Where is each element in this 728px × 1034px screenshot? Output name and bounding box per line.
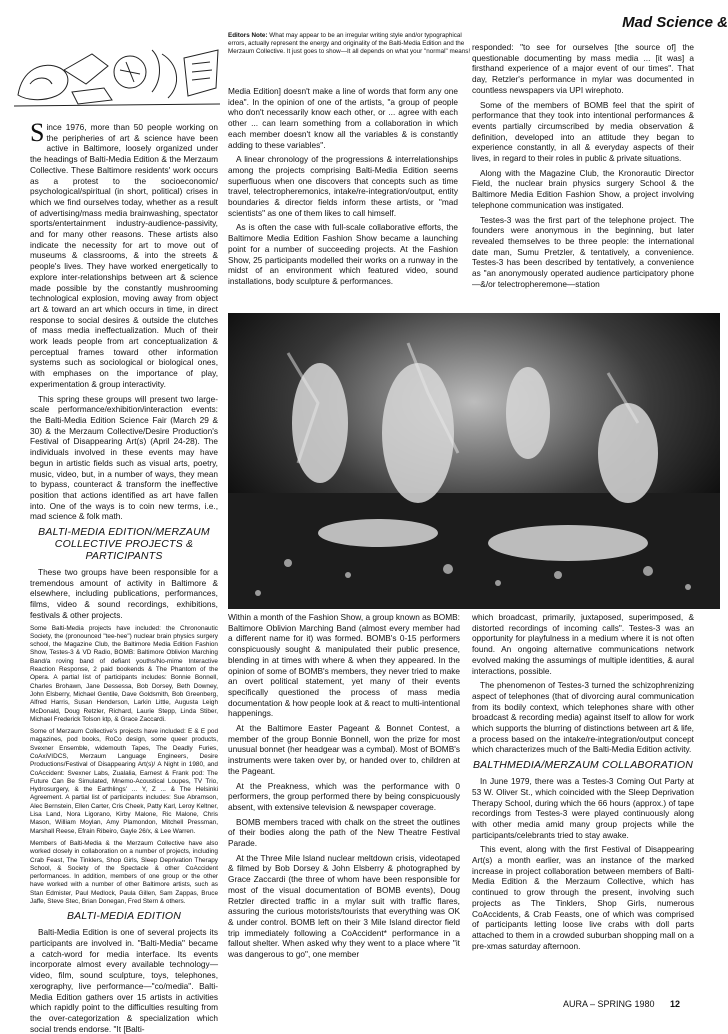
intro-paragraph: Since 1976, more than 50 people working on the peripheries of art & science have been active in Baltimore, loosely organized under the headings of Balti-Media Edition & the Merzaum Collective. These Baltimore residents' work occurs as a protest to the socioeconomic/ psychological/spiritual (in short, political) crises in which we find ourselves today, whether as a result of advertising/mass media brainwashing, spectator sports/entertainment industry-audience-passivity, and for many other reasons. These artists also indicate the necessity for art to move out of museums & classrooms, & into the streets & people's lives. They have worked energetically to explore inter-relationships between art & science made possible by the constantly mushrooming technological explosion, moving away from object art & toward an art which occurs in time, in direct response to social desires & outside the clutches of mass media ineffectualization. Much of their work leads people from art conceptualization & perceptual frames toward other information systems such as sociological or biological ones, with emphases on the importance of play, experimentation & group interactivity. <box>30 118 218 389</box>
column-2-bottom <box>228 612 460 1000</box>
performance-photo <box>228 313 720 609</box>
column-3-top <box>472 42 694 310</box>
participants-list: Members of Balti-Media & the Merzaum Collective have also worked closely in collaboration on a number of projects, including Crab Feast, The Tinklers, Shop Girls, Sleep Deprivation Therapy School, & Society of the Spectacle & other CoAccident performances. In addition, members of one group or the other have worked with a number of other Baltimore artists, such as Stan Edmister, Paul Medlock, Paula Gillen, Sam Zappas, Bruce Jaffe, Steve Stec, Brian Donegan, Fred Stern & others. <box>30 839 218 906</box>
paragraph: Some of the members of BOMB feel that the spirit of performance that they took into intentional performances & events partially circumscribed by media observation & definition, developed into an attitude they began to experience constantly, in all & everyday aspects of their lives, in regard to their roles in public & private situations. <box>472 99 694 164</box>
paragraph: Balti-Media Edition is one of several projects its participants are involved in. "Balti-Media" became a catch-word for media interface. Its events incorporate almost every available technology—video, film, sound sculpture, toys, telephones, xerography, live performance—"co/media". Balti-Media Edition gathers over 15 artists in activities which rapidly point to the difficulties resulting from the over-categorization & specialization which social trends endorse. "It [Balti- <box>30 927 218 1034</box>
participants-list: Some Balti-Media projects have included: the Chrononautic Society, the (pronounced "tee-hee") nuclear brain physics surgery school, the Magazine Club, the Baltimore Media Edition Fashion Show, Testes-3 & VD Radio, BOMB: Baltimore Oblivion Marching Band/a roving band of defiant youths/No-mime Interactive Reaction Response, 2 paid bookends & The Phantom of the Opera. A partial list of participants includes: Bonnie Bonnell, Charles Brohawn, Jane Dessessa, Bob Dorsey, Beth Downey, John Elsberry, Michael Gentile, Dave Goldsmith, Bob Greenberg, Alfred Harris, Susan Henderson, Larkin Little, Augusta Leigh McDonald, Doug Retzler, Richard, Laurie Stepp, Linda Stiber, Michael Frederick Tolson ktp, & Grace Zaccardi. <box>30 624 218 723</box>
section-title: Mad Science & <box>622 14 728 31</box>
paragraph: At the Preakness, which was the performance with 0 performers, the group performed there by being conspicuously absent, with extensive television & newspaper coverage. <box>228 780 460 812</box>
page-number: 12 <box>670 999 681 1009</box>
editors-note-label: Editors Note: <box>228 32 268 39</box>
editors-note <box>228 32 478 57</box>
column-1 <box>30 118 218 1034</box>
footer-publication: AURA – SPRING 1980 <box>563 999 655 1009</box>
participants-list: Some of Merzaum Collective's projects have included: E & E pod magazines, pod books, RoCo design, some queer products, Svexner Ensemble, widemouth Tapes, The Deadly Furies, CoAxiVIDCS, Merzaum Language Engineers, Desire Productions/Festival of Disappearing Art(s)/ A Night in 1980, and CoAccident: Svexner Labs, Zualalia, Earnest & Frank pod: The Future Can Be Simulated, Mnemo-Acoustical Loupes, TV Trio, Hydrosurgery, & the Earthlings' ... Y, Z ... & The Helsinki Agreement. A partial list of participants includes: Sue Abramson, Alec Bernstein, Ellen Carter, Cris Cheek, Patty Karl, Leroy Keltner, Lisa Land, Nora Ligorano, Kirby Malone, Ric Malone, Chris Mason, William Moylan, Amy Plamondon, Mitchell Pressman, Marshall Reese, Efrain Ribeiro, Gayle 26/x, & Lee Warren. <box>30 728 218 835</box>
paragraph: Within a month of the Fashion Show, a group known as BOMB: Baltimore Oblivion Marching Band (almost every member had a different name for it) was formed. BOMB's 0-15 performers conspicuously sought & manipulated their public presence, blending in at times with where & when they appeared. In the opinion of some of BOMB's members, they never tried to make an overt political statement, yet many of their events specifically questioned the process of mass media documentation & how people look at & react to multi-intentional happenings. <box>228 612 460 719</box>
paragraph: This event, along with the first Festival of Disappearing Art(s) a month earlier, was an instance of the marked increase in project collaboration between members of Balti-Media Edition & the Merzaum Collective, which has continued to grow through the present, involving such projects as The Tinklers, Shop Girls, numerous CoAccidents, & Crab Feasts, one of which was comprised of participants letting loose live crabs with doll parts attached to them in a crowded suburban shopping mall on a pre-xmas saturday afternoon. <box>472 844 694 951</box>
section-heading: BALTI-MEDIA EDITION <box>66 910 182 923</box>
paragraph: This spring these groups will present two large-scale performance/exhibition/interaction events: the Balti-Media Edition Science Fair (March 29 & 30) & the Merzaum Collective/Desire Production's Festival of Disappearing Art(s) (April 24-28). The individuals involved in these events may have begun in artistic fields such as visual arts, poetry, music, video, but, in a number of ways, they mean to bypass, counteract & transform the ineffective position that actions identified as art have fallen into. One of the ways is to coin new terms, i.e., mad science & folk math. <box>30 393 218 522</box>
paragraph: At the Three Mile Island nuclear meltdown crisis, videotaped & filmed by Bob Dorsey & John Elsberry & photographed by Grace Zaccardi (the three of whom have been responsible for most of the visual documentation of BOMB events), Doug Retzler directed traffic in a mylar suit with traffic flares, assuring the curious motorists/tourists that everything was OK & under control. BOMB left on their 3 Mile Island director field trip immediately following a CoAccident* performance in a fallout shelter. When asked why they went to a place where "it was dangerous to go", one member <box>228 852 460 960</box>
dropcap: S <box>30 118 45 147</box>
column-3-bottom <box>472 612 694 996</box>
column-2-top <box>228 86 458 310</box>
paragraph: The phenomenon of Testes-3 turned the schizophrenizing aspect of telephones (that of divorcing aural communication from its bodily context, which telephones share with other broadcast & recording media) against itself to allow for work which supports the blurring of distinctions between art & life, a process based on the intake/re-integration/output concept which characterizes much of the Balti-Media Edition activity. <box>472 680 694 755</box>
paragraph: Along with the Magazine Club, the Kronorautic Director Field, the nuclear brain physics surgery School & the Baltimore Media Edition Fashion Show, a project involving telephone communication was instigated. <box>472 167 694 210</box>
editors-note-text: What may appear to be an irregular writing style and/or typographical errors, actually represent the energy and originality of the Balti-Media Edition and the Merzaum Collective. It just goes to show—It all depends on what your "normal" means! <box>228 32 471 56</box>
paragraph: which broadcast, primarily, juxtaposed, superimposed, & distorted recordings of incoming calls". Testes-3 was an opportunity for playfulness in a medium where it is not often found. An ongoing alternative communications network evolved making the assumings of multiple identities, & aural interactions, possible. <box>472 612 694 676</box>
paragraph: A linear chronology of the progressions & interrelationships among the projects comprising Balti-Media Edition seems superfluous when one discovers that concepts such as time travel, telectropheremonics, intake/re-integration/output, entity boundaries & director fields inform these artists, or "mad scientists" as one of them likes to call himself. <box>228 154 458 218</box>
paragraph: Testes-3 was the first part of the telephone project. The founders were anonymous in the beginning, but later revealed themselves to be three people: the international date man, Sumu Pretzler, & tentatively, a convenience. Testes-3 has been described by tentatively, a convenience as "an anonymously operated audience participatory phone—&/or telectropheremone—station <box>472 214 694 289</box>
section-heading: BALTHMEDIA/MERZAUM COLLABORATION <box>472 759 694 772</box>
paragraph: These two groups have been responsible for a tremendous amount of activity in Baltimore & elsewhere, including publications, performances, films, video & sound recordings, exhibitions, festivals & other projects. <box>30 567 218 620</box>
section-heading: BALTI-MEDIA EDITION/MERZAUM COLLECTIVE PROJECTS & PARTICIPANTS <box>38 526 210 563</box>
paragraph: As is often the case with full-scale collaborative efforts, the Baltimore Media Edition Fashion Show became a launching point for a number of succeeding projects. At the Fashion Show, 25 participants modelled their works on a runway in the midst of an environment which featured video, sound installations, body sculpture & performances. <box>228 222 458 286</box>
paragraph: Media Edition] doesn't make a line of words that form any one idea". In the opinion of one of the artists, "a group of people who don't necessarily know each other, or ... agree with each other ... can learn something from a collaboration in which each member doesn't know all the variables & is constantly adding to these variables". <box>228 86 458 150</box>
paragraph: responded: "to see for ourselves [the source of] the questionable documenting by mass media ... [it was] a firsthand experience of a major event of our times". That day, Retzler's performance in mylar was documented in countless newspapers via UPI wirephoto. <box>472 42 694 95</box>
paragraph: BOMB members traced with chalk on the street the outlines of their bodies along the path of the New Theatre Festival Parade. <box>228 816 460 849</box>
paragraph: In June 1979, there was a Testes-3 Coming Out Party at 53 W. Oliver St., which coincided with the Sleep Deprivation Therapy School, during which the 66 hours (approx.) of tape recordings from Testes-3 were played continuously along with other media amid many group projects while the participants/celebrants tried to stay awake. <box>472 776 694 840</box>
paragraph: At the Baltimore Easter Pageant & Bonnet Contest, a member of the group Bonnie Bonnell, won the prize for most unusual bonnet (her headgear was a cymbal). Most of BOMB's instruments were taken over by, or handed over to, children at the Pageant. <box>228 723 460 776</box>
header-sketch-illustration <box>12 40 224 110</box>
